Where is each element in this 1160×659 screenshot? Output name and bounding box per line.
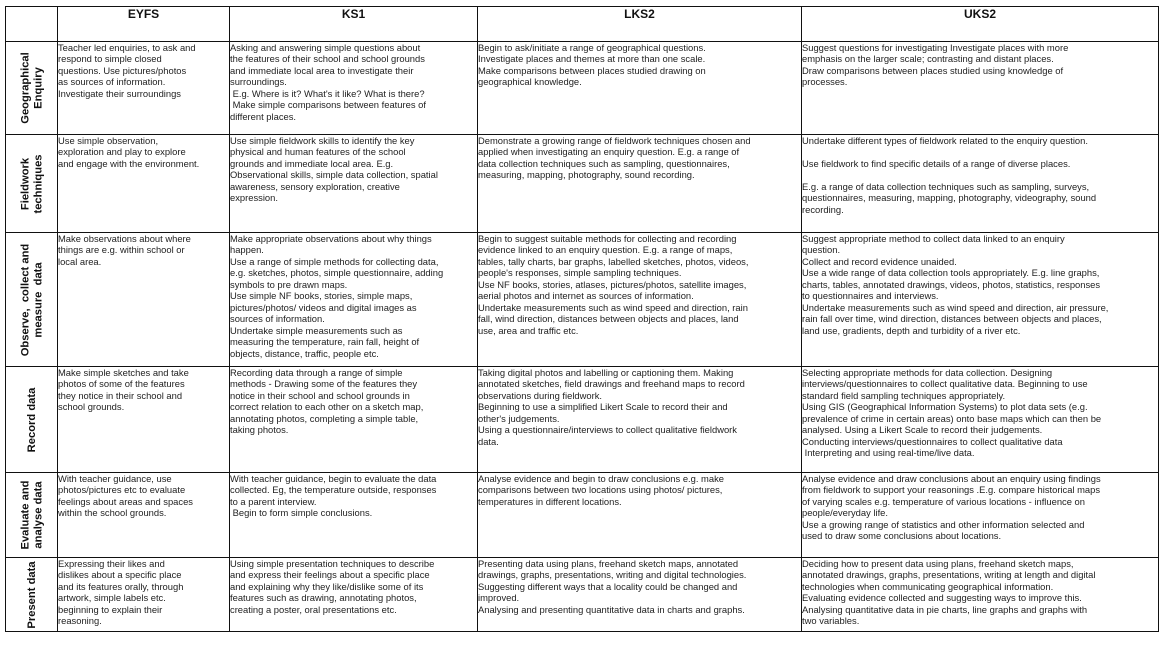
cell-text-line: Taking digital photos and labelling or captioning them. Making	[478, 367, 734, 378]
cell-text-line: school grounds.	[58, 401, 125, 413]
table-row-observe-collect-measure	[6, 233, 1159, 367]
cell-ks1-present-data	[230, 558, 478, 632]
column-header-eyfs: EYFS	[58, 7, 230, 42]
cell-text-line: other's judgements.	[478, 412, 560, 424]
cell-eyfs-fieldwork-techniques	[58, 135, 230, 233]
cell-text-line: people's responses, simple sampling techniques.	[478, 267, 682, 279]
cell-text-line: aerial photos and internet as sources of information.	[478, 290, 694, 302]
cell-text-line: and explaining why they like/dislike some of its	[230, 580, 424, 592]
row-label-present-data	[6, 558, 58, 632]
cell-text-line: standard field sampling techniques appropriately.	[802, 389, 1006, 401]
cell-text-line: and immediate local area to investigate their	[230, 64, 414, 76]
cell-text-line: Draw comparisons between places studied using knowledge of	[802, 64, 1064, 76]
row-label-text	[19, 480, 44, 549]
row-label-text	[25, 387, 38, 452]
cell-text-line: photos of some of the features	[58, 378, 185, 390]
cell-text-line: Make observations about where	[58, 233, 191, 244]
cell-text-line: analysed. Using a Likert Scale to record their judgements.	[802, 424, 1043, 436]
cell-text-line: Conducting interviews/questionnaires to collect qualitative data	[802, 435, 1063, 447]
cell-text-line: Use simple fieldwork skills to identify the key	[230, 135, 415, 146]
cell-text-line: Evaluating evidence collected and suggesting ways to improve this.	[802, 592, 1082, 604]
cell-text-line: processes.	[802, 76, 848, 88]
cell-text-line: sources of information.	[230, 313, 325, 325]
row-label-line: Fieldwork	[19, 157, 31, 210]
cell-ks1-fieldwork-techniques	[230, 135, 478, 233]
cell-text-line: e.g. sketches, photos, simple questionnaire, adding	[230, 267, 444, 279]
cell-text-line: annotated sketches, field drawings and freehand maps to record	[478, 378, 745, 390]
cell-text-line: questions. Use pictures/photos	[58, 64, 187, 76]
row-label-line: Evaluate and	[19, 480, 31, 550]
cell-text-line: and engage with the environment.	[58, 157, 200, 169]
curriculum-document	[5, 6, 1158, 632]
cell-text-line: Make appropriate observations about why things	[230, 233, 432, 244]
cell-text-line: Use fieldwork to find specific details of a range of diverse places.	[802, 157, 1071, 169]
cell-text-line: Collect and record evidence unaided.	[802, 255, 957, 267]
cell-text-line: Using simple presentation techniques to describe	[230, 558, 435, 569]
cell-text-line: Observational skills, simple data collection, spatial	[230, 169, 438, 181]
cell-text-line: methods - Drawing some of the features they	[230, 378, 418, 390]
cell-lks2-evaluate-analyse	[478, 473, 802, 558]
table-row-record-data	[6, 367, 1159, 473]
cell-text-line: recording.	[802, 203, 844, 215]
cell-lks2-fieldwork-techniques	[478, 135, 802, 233]
cell-text-line: Teacher led enquiries, to ask and	[58, 42, 196, 53]
row-label-line: techniques	[31, 153, 44, 214]
cell-text-line: grounds and immediate local area. E.g.	[230, 157, 394, 169]
cell-text-line: Use a range of simple methods for collecting data,	[230, 255, 439, 267]
cell-text-line: happen.	[230, 244, 264, 256]
cell-ks1-record-data	[230, 367, 478, 473]
cell-text-line: collected. Eg, the temperature outside, responses	[230, 484, 437, 496]
cell-text-line: measuring, mapping, photography, sound recording.	[478, 169, 695, 181]
cell-text-line: With teacher guidance, use	[58, 473, 172, 484]
cell-text-line: dislikes about a specific place	[58, 569, 182, 581]
cell-text-line: fall, wind direction, distances between objects and places, land	[478, 313, 739, 325]
cell-eyfs-evaluate-analyse	[58, 473, 230, 558]
cell-text-line: Use simple observation,	[58, 135, 159, 146]
cell-text-line: Expressing their likes and	[58, 558, 165, 569]
cell-text-line: physical and human features of the school	[230, 146, 406, 158]
cell-text-line: emphasis on the larger scale; contrasting and distant places.	[802, 53, 1054, 65]
cell-text-line: pictures/photos/ videos and digital images as	[230, 301, 417, 313]
cell-text-line: interviews/questionnaires to collect qualitative data. Beginning to use	[802, 378, 1088, 390]
cell-text-line: to questionnaires and interviews.	[802, 290, 939, 302]
row-label-text	[19, 154, 44, 213]
cell-text-line: Analysing and presenting quantitative data in charts and graphs.	[478, 603, 745, 615]
row-label-line: Geographical	[19, 52, 31, 124]
cell-text-line: E.g. Where is it? What's it like? What is there?	[230, 87, 425, 99]
cell-text-line: creating a poster, oral presentations etc.	[230, 603, 397, 615]
cell-text-line: Suggesting different ways that a locality could be changed and	[478, 580, 738, 592]
row-label-text	[19, 243, 44, 356]
cell-lks2-observe-collect-measure	[478, 233, 802, 367]
cell-text-line	[802, 146, 1158, 157]
cell-text-line: Analyse evidence and draw conclusions about an enquiry using findings	[802, 473, 1101, 484]
table-row-evaluate-analyse	[6, 473, 1159, 558]
row-label-evaluate-analyse	[6, 473, 58, 558]
cell-text-line: to a parent interview.	[230, 495, 317, 507]
cell-text-line: Investigate places and themes at more than one scale.	[478, 53, 706, 65]
cell-text-line: reasoning.	[58, 615, 102, 627]
row-label-fieldwork-techniques	[6, 135, 58, 233]
cell-text-line: from fieldwork to support your reasonings .E.g. compare historical maps	[802, 484, 1101, 496]
cell-text-line: Undertake measurements such as wind speed and direction, rain	[478, 301, 748, 313]
cell-text-line: Undertake different types of fieldwork related to the enquiry question.	[802, 135, 1088, 146]
cell-text-line: feelings about areas and spaces	[58, 495, 193, 507]
cell-text-line: improved.	[478, 592, 520, 604]
table-row-fieldwork-techniques	[6, 135, 1159, 233]
cell-uks2-geographical-enquiry	[802, 42, 1159, 135]
cell-eyfs-record-data	[58, 367, 230, 473]
column-header-lks2: LKS2	[478, 7, 802, 42]
cell-text-line: notice in their school and school grounds in	[230, 389, 410, 401]
cell-uks2-evaluate-analyse	[802, 473, 1159, 558]
cell-text-line: question.	[802, 244, 841, 256]
cell-text-line: Use a wide range of data collection tools appropriately. E.g. line graphs,	[802, 267, 1100, 279]
cell-text-line: Using GIS (Geographical Information Systems) to plot data sets (e.g.	[802, 401, 1088, 413]
cell-text-line: exploration and play to explore	[58, 146, 186, 158]
cell-text-line: surroundings.	[230, 76, 287, 88]
cell-text-line: Undertake simple measurements such as	[230, 324, 403, 336]
cell-text-line: Deciding how to present data using plans, freehand sketch maps,	[802, 558, 1074, 569]
cell-ks1-evaluate-analyse	[230, 473, 478, 558]
cell-text-line: expression.	[230, 192, 278, 204]
cell-text-line: and express their feelings about a specific place	[230, 569, 430, 581]
cell-text-line: awareness, sensory exploration, creative	[230, 180, 400, 192]
cell-uks2-record-data	[802, 367, 1159, 473]
table-row-present-data	[6, 558, 1159, 632]
table-row-geographical-enquiry	[6, 42, 1159, 135]
cell-text-line: annotating photos, completing a simple table,	[230, 412, 419, 424]
cell-text-line: things are e.g. within school or	[58, 244, 185, 256]
cell-text-line: within the school grounds.	[58, 507, 167, 519]
cell-uks2-present-data	[802, 558, 1159, 632]
row-label-record-data	[6, 367, 58, 473]
cell-text-line: land use, gradients, depth and turbidity of a river etc.	[802, 324, 1021, 336]
cell-text-line: technologies when communicating geographical information.	[802, 580, 1054, 592]
cell-text-line: Using a questionnaire/interviews to collect qualitative fieldwork	[478, 424, 737, 436]
row-label-text	[19, 52, 44, 124]
cell-text-line: used to draw some conclusions about locations.	[802, 530, 1002, 542]
cell-text-line: With teacher guidance, begin to evaluate the data	[230, 473, 437, 484]
cell-text-line: observations during fieldwork.	[478, 389, 603, 401]
cell-ks1-observe-collect-measure	[230, 233, 478, 367]
cell-text-line: Investigate their surroundings	[58, 87, 181, 99]
header-row	[6, 7, 1159, 42]
cell-text-line: Analysing quantitative data in pie charts, line graphs and graphs with	[802, 603, 1088, 615]
geography-skills-table	[5, 6, 1159, 632]
cell-eyfs-observe-collect-measure	[58, 233, 230, 367]
row-label-text	[25, 561, 38, 628]
cell-text-line: Asking and answering simple questions about	[230, 42, 421, 53]
cell-text-line: correct relation to each other on a sketch map,	[230, 401, 424, 413]
column-header-uks2: UKS2	[802, 7, 1159, 42]
cell-text-line: measuring the temperature, rain fall, height of	[230, 336, 420, 348]
cell-uks2-fieldwork-techniques	[802, 135, 1159, 233]
cell-uks2-observe-collect-measure	[802, 233, 1159, 367]
cell-text-line: the features of their school and school grounds	[230, 53, 425, 65]
cell-lks2-geographical-enquiry	[478, 42, 802, 135]
row-label-line: Enquiry	[31, 67, 44, 109]
cell-text-line: comparisons between two locations using photos/ pictures,	[478, 484, 723, 496]
cell-text-line: they notice in their school and	[58, 389, 183, 401]
cell-text-line: of varying scales e.g. temperature of various locations - influence on	[802, 495, 1085, 507]
cell-text-line: evidence linked to an enquiry question. E.g. a range of maps,	[478, 244, 733, 256]
cell-text-line: Recording data through a range of simple	[230, 367, 403, 378]
cell-text-line: prevalence of crime in certain areas) onto base maps which can then be	[802, 412, 1102, 424]
cell-text-line: Undertake measurements such as wind speed and direction, air pressure,	[802, 301, 1109, 313]
cell-text-line: Suggest questions for investigating Investigate places with more	[802, 42, 1069, 53]
cell-text-line: Make comparisons between places studied drawing on	[478, 64, 706, 76]
cell-text-line: local area.	[58, 255, 102, 267]
cell-text-line: Use NF books, stories, atlases, pictures/photos, satellite images,	[478, 278, 747, 290]
row-label-observe-collect-measure	[6, 233, 58, 367]
cell-text-line: beginning to explain their	[58, 603, 163, 615]
cell-text-line: Begin to ask/initiate a range of geographical questions.	[478, 42, 706, 53]
cell-text-line: features such as drawing, annotating photos,	[230, 592, 417, 604]
cell-text-line: Selecting appropriate methods for data collection. Designing	[802, 367, 1053, 378]
cell-text-line: questionnaires, measuring, mapping, photography, videography, sound	[802, 192, 1097, 204]
cell-text-line: as sources of information.	[58, 76, 166, 88]
row-label-line: Record data	[25, 387, 38, 452]
cell-text-line: Analyse evidence and begin to draw conclusions e.g. make	[478, 473, 724, 484]
cell-text-line: Make simple sketches and take	[58, 367, 189, 378]
cell-text-line: Suggest appropriate method to collect data linked to an enquiry	[802, 233, 1065, 244]
cell-text-line: taking photos.	[230, 424, 289, 436]
cell-text-line: different places.	[230, 110, 297, 122]
cell-text-line: data.	[478, 435, 499, 447]
cell-text-line: geographical knowledge.	[478, 76, 582, 88]
cell-eyfs-present-data	[58, 558, 230, 632]
row-label-line: Present data	[25, 560, 38, 629]
cell-text-line: photos/pictures etc to evaluate	[58, 484, 186, 496]
row-label-line: analyse data	[31, 481, 44, 549]
cell-text-line: respond to simple closed	[58, 53, 162, 65]
cell-text-line: and its features orally, through	[58, 580, 184, 592]
row-label-geographical-enquiry	[6, 42, 58, 135]
cell-text-line: Make simple comparisons between features of	[230, 99, 426, 111]
cell-text-line: data collection techniques such as sampling, questionnaires,	[478, 157, 730, 169]
cell-text-line: Interpreting and using real-time/live data.	[802, 447, 975, 459]
cell-text-line: rain fall over time, wind direction, distances between objects and places,	[802, 313, 1102, 325]
column-header-ks1: KS1	[230, 7, 478, 42]
cell-text-line: tables, tally charts, bar graphs, labelled sketches, photos, videos,	[478, 255, 749, 267]
cell-text-line: applied when investigating an enquiry question. E.g. a range of	[478, 146, 740, 158]
cell-text-line: charts, tables, annotated drawings, videos, photos, statistics, responses	[802, 278, 1101, 290]
cell-lks2-present-data	[478, 558, 802, 632]
cell-text-line	[802, 169, 1158, 180]
cell-text-line: Use simple NF books, stories, simple maps,	[230, 290, 413, 302]
row-label-line: measure data	[31, 261, 44, 338]
cell-text-line: temperatures in different locations.	[478, 495, 622, 507]
cell-lks2-record-data	[478, 367, 802, 473]
cell-text-line: E.g. a range of data collection techniques such as sampling, surveys,	[802, 180, 1090, 192]
cell-text-line: artwork, simple labels etc.	[58, 592, 166, 604]
cell-text-line: Begin to suggest suitable methods for collecting and recording	[478, 233, 737, 244]
cell-text-line: two variables.	[802, 615, 860, 627]
cell-ks1-geographical-enquiry	[230, 42, 478, 135]
cell-eyfs-geographical-enquiry	[58, 42, 230, 135]
cell-text-line: use, area and traffic etc.	[478, 324, 579, 336]
cell-text-line: symbols to pre drawn maps.	[230, 278, 348, 290]
row-label-line: Observe, collect and	[19, 243, 31, 356]
cell-text-line: Demonstrate a growing range of fieldwork techniques chosen and	[478, 135, 751, 146]
cell-text-line: objects, distance, traffic, people etc.	[230, 347, 379, 359]
corner-cell	[6, 7, 58, 42]
cell-text-line: drawings, graphs, presentations, writing and digital technologies.	[478, 569, 747, 581]
cell-text-line: people/everyday life.	[802, 507, 888, 519]
cell-text-line: Presenting data using plans, freehand sketch maps, annotated	[478, 558, 739, 569]
cell-text-line: Beginning to use a simplified Likert Scale to record their and	[478, 401, 728, 413]
cell-text-line: Use a growing range of statistics and other information selected and	[802, 518, 1085, 530]
cell-text-line: Begin to form simple conclusions.	[230, 507, 373, 519]
cell-text-line: annotated drawings, graphs, presentations, writing at length and digital	[802, 569, 1096, 581]
